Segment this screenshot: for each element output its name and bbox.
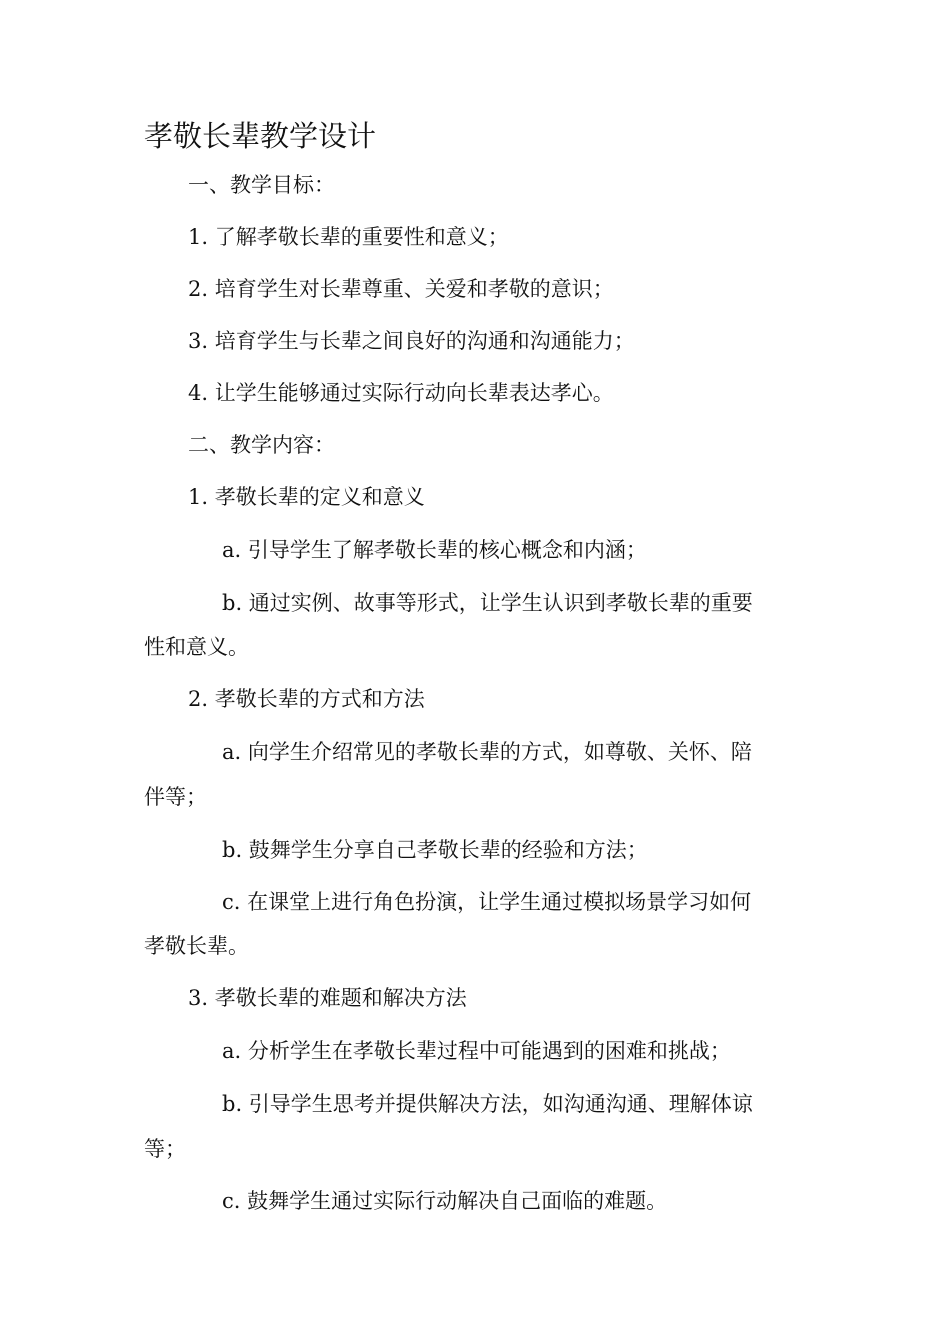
content-item: 2. 孝敬长辈的方式和方法 [188, 687, 425, 711]
content-subitem: b. 鼓舞学生分享自己孝敬长辈的经验和方法； [222, 838, 648, 862]
objective-item: 4. 让学生能够通过实际行动向长辈表达孝心。 [188, 381, 614, 405]
content-subitem-continuation: 伴等； [144, 785, 207, 809]
content-subitem: c. 在课堂上进行角色扮演，让学生通过模拟场景学习如何 [222, 890, 752, 914]
content-subitem: b. 通过实例、故事等形式，让学生认识到孝敬长辈的重要 [222, 591, 753, 615]
content-subitem-continuation: 性和意义。 [144, 635, 249, 659]
content-subitem-continuation: 等； [144, 1137, 186, 1161]
content-subitem: c. 鼓舞学生通过实际行动解决自己面临的难题。 [222, 1189, 668, 1213]
content-subitem: b. 引导学生思考并提供解决方法，如沟通沟通、理解体谅 [222, 1092, 753, 1116]
content-item: 3. 孝敬长辈的难题和解决方法 [188, 986, 467, 1010]
section-heading-objectives: 一、教学目标： [188, 173, 335, 197]
content-item: 1. 孝敬长辈的定义和意义 [188, 485, 425, 509]
objective-item: 3. 培育学生与长辈之间良好的沟通和沟通能力； [188, 329, 635, 353]
content-subitem: a. 引导学生了解孝敬长辈的核心概念和内涵； [222, 538, 647, 562]
objective-item: 2. 培育学生对长辈尊重、关爱和孝敬的意识； [188, 277, 614, 301]
content-subitem-continuation: 孝敬长辈。 [144, 934, 249, 958]
section-heading-content: 二、教学内容： [188, 433, 335, 457]
objective-item: 1. 了解孝敬长辈的重要性和意义； [188, 225, 509, 249]
content-subitem: a. 分析学生在孝敬长辈过程中可能遇到的困难和挑战； [222, 1039, 731, 1063]
document-title: 孝敬长辈教学设计 [144, 119, 377, 153]
content-subitem: a. 向学生介绍常见的孝敬长辈的方式，如尊敬、关怀、陪 [222, 740, 752, 764]
